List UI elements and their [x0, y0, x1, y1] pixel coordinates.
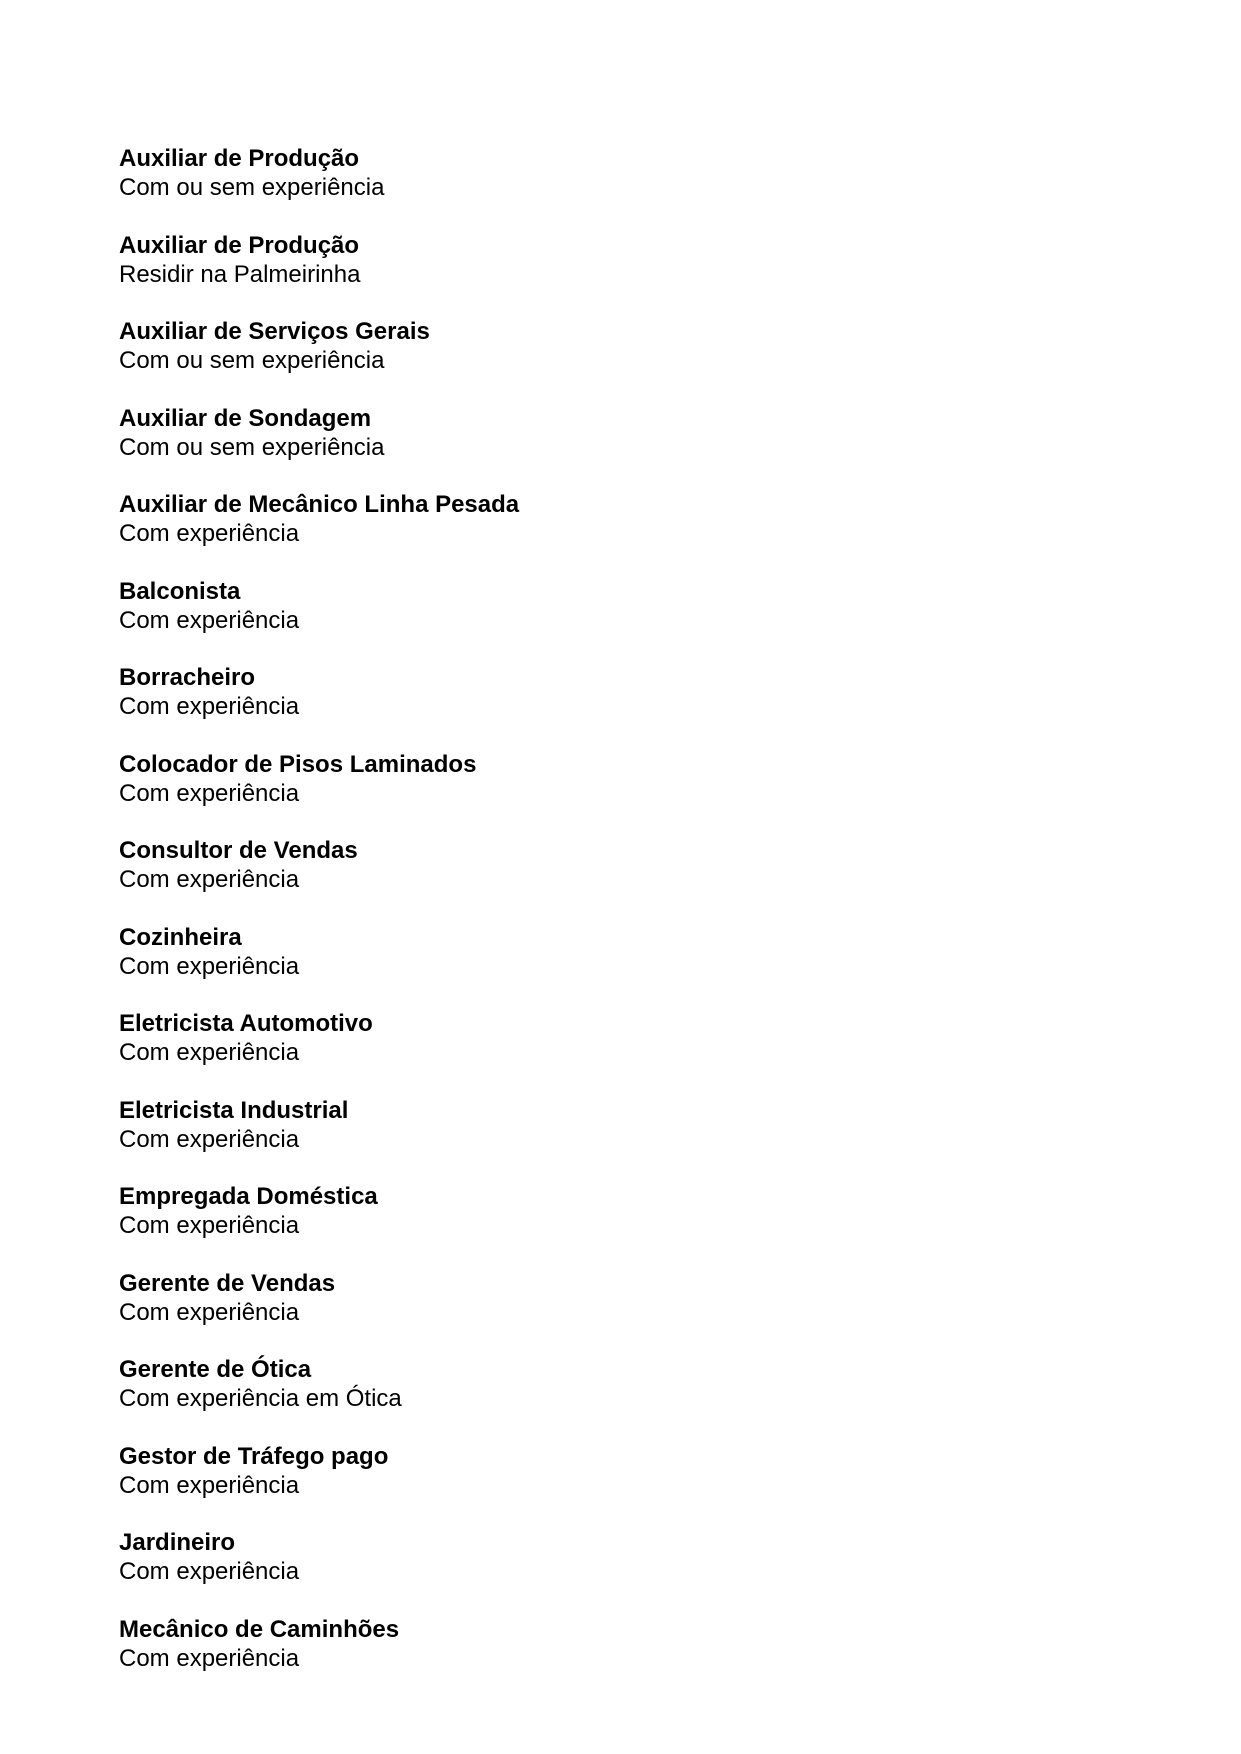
job-listings — [119, 144, 519, 1701]
job-requirement: Com experiência — [119, 1558, 300, 1585]
job-requirement: Com experiência — [119, 1212, 300, 1239]
job-title: Mecânico de Caminhões — [119, 1615, 400, 1643]
job-title: Auxiliar de Mecânico Linha Pesada — [119, 491, 520, 518]
job-entry — [119, 144, 519, 231]
job-entry — [119, 1442, 519, 1529]
job-title: Eletricista Industrial — [119, 1096, 349, 1124]
job-title: Auxiliar de Produção — [119, 231, 360, 259]
job-entry — [119, 1528, 519, 1615]
job-requirement: Com experiência — [119, 1039, 300, 1066]
job-title: Gerente de Ótica — [119, 1356, 312, 1383]
job-entry — [119, 663, 519, 750]
job-requirement: Com experiência — [119, 866, 300, 893]
job-title: Gerente de Vendas — [119, 1269, 336, 1297]
job-title: Eletricista Automotivo — [119, 1010, 373, 1037]
job-requirement: Com ou sem experiência — [119, 174, 385, 201]
job-entry — [119, 1615, 519, 1702]
job-requirement: Residir na Palmeirinha — [119, 260, 361, 288]
job-title: Auxiliar de Produção — [119, 145, 360, 172]
job-requirement: Com experiência — [119, 952, 300, 980]
job-title: Balconista — [119, 577, 241, 605]
job-title: Cozinheira — [119, 923, 242, 951]
job-requirement: Com experiência — [119, 606, 300, 634]
job-entry — [119, 1009, 519, 1096]
job-entry — [119, 1355, 519, 1442]
job-title: Jardineiro — [119, 1529, 236, 1556]
job-title: Borracheiro — [119, 664, 256, 691]
job-title: Empregada Doméstica — [119, 1183, 378, 1210]
job-entry — [119, 577, 519, 664]
job-title: Gestor de Tráfego pago — [119, 1442, 389, 1470]
job-entry — [119, 836, 519, 923]
job-entry — [119, 1096, 519, 1183]
job-requirement: Com experiência — [119, 779, 300, 807]
job-requirement: Com experiência — [119, 1471, 300, 1499]
job-requirement: Com ou sem experiência — [119, 433, 385, 461]
job-title: Consultor de Vendas — [119, 837, 358, 864]
job-title: Auxiliar de Sondagem — [119, 404, 372, 432]
job-title: Auxiliar de Serviços Gerais — [119, 318, 430, 345]
job-entry — [119, 404, 519, 491]
job-requirement: Com experiência — [119, 1298, 300, 1326]
job-requirement: Com experiência — [119, 520, 300, 547]
job-entry — [119, 1182, 519, 1269]
job-title: Colocador de Pisos Laminados — [119, 750, 477, 778]
job-entry — [119, 231, 519, 318]
job-entry — [119, 490, 519, 577]
job-requirement: Com experiência — [119, 1125, 300, 1153]
job-entry — [119, 923, 519, 1010]
job-requirement: Com ou sem experiência — [119, 347, 385, 374]
job-requirement: Com experiência — [119, 693, 300, 720]
job-requirement: Com experiência em Ótica — [119, 1385, 402, 1412]
job-entry — [119, 317, 519, 404]
job-entry — [119, 750, 519, 837]
job-requirement: Com experiência — [119, 1644, 300, 1672]
job-entry — [119, 1269, 519, 1356]
